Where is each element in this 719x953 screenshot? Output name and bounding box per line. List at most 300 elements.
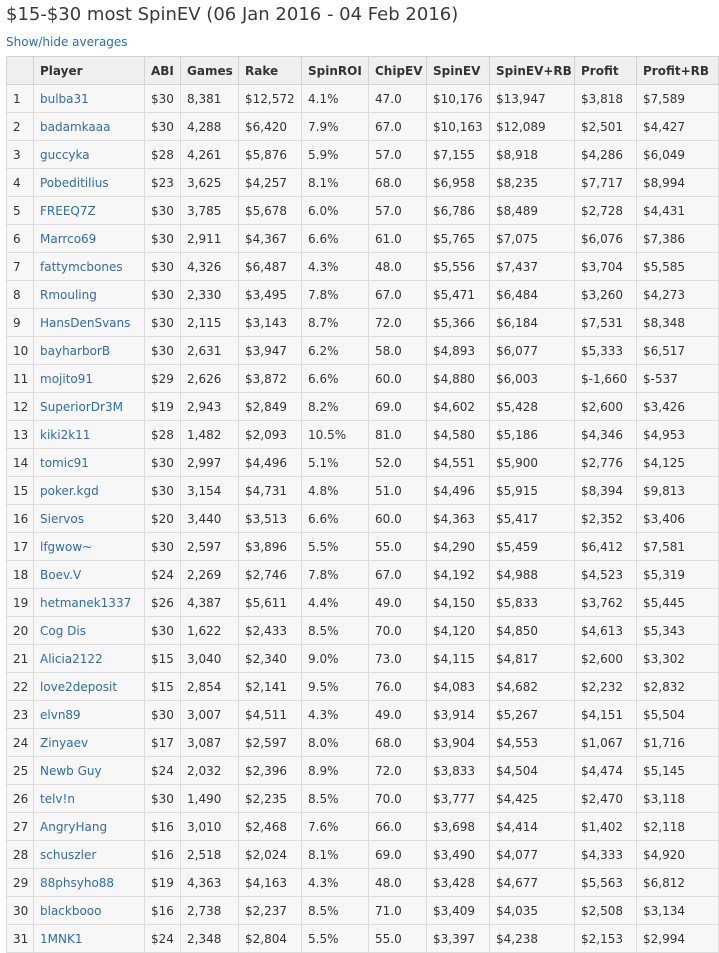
- abi-cell: $24: [145, 757, 181, 785]
- spin-ev-rb-cell: $5,186: [490, 421, 575, 449]
- rank-cell: 12: [7, 393, 34, 421]
- spin-ev-cell: $4,120: [427, 617, 490, 645]
- spin-roi-cell: 8.5%: [302, 617, 369, 645]
- profit-rb-cell: $6,517: [637, 337, 719, 365]
- player-link[interactable]: Siervos: [40, 511, 84, 526]
- chip-ev-cell: 55.0: [369, 925, 427, 953]
- player-cell: [34, 421, 145, 449]
- spin-roi-cell: 8.1%: [302, 169, 369, 197]
- player-link[interactable]: SuperiorDr3M: [40, 399, 123, 414]
- spin-ev-cell: $4,496: [427, 477, 490, 505]
- player-cell: [34, 813, 145, 841]
- abi-cell: $30: [145, 701, 181, 729]
- spin-ev-rb-cell: $4,682: [490, 673, 575, 701]
- profit-cell: $4,346: [575, 421, 637, 449]
- rake-cell: $2,141: [239, 673, 302, 701]
- player-link[interactable]: love2deposit: [40, 679, 118, 694]
- profit-cell: $6,412: [575, 533, 637, 561]
- player-cell: [34, 85, 145, 113]
- games-cell: 4,326: [181, 253, 239, 281]
- games-cell: 2,597: [181, 533, 239, 561]
- chip-ev-cell: 52.0: [369, 449, 427, 477]
- chip-ev-cell: 66.0: [369, 813, 427, 841]
- chip-ev-cell: 73.0: [369, 645, 427, 673]
- profit-cell: $4,474: [575, 757, 637, 785]
- player-cell: [34, 113, 145, 141]
- spin-ev-rb-cell: $13,947: [490, 85, 575, 113]
- player-cell: [34, 141, 145, 169]
- games-cell: 3,625: [181, 169, 239, 197]
- chip-ev-cell: 57.0: [369, 197, 427, 225]
- abi-cell: $23: [145, 169, 181, 197]
- column-header-profit[interactable]: Profit: [575, 57, 637, 85]
- player-link[interactable]: FREEQ7Z: [40, 203, 96, 218]
- profit-cell: $2,728: [575, 197, 637, 225]
- rake-cell: $2,746: [239, 561, 302, 589]
- table-row: [7, 477, 719, 505]
- spin-ev-cell: $3,904: [427, 729, 490, 757]
- table-row: [7, 421, 719, 449]
- player-link[interactable]: Alicia2122: [40, 651, 103, 666]
- spin-roi-cell: 6.6%: [302, 365, 369, 393]
- abi-cell: $30: [145, 617, 181, 645]
- spin-ev-cell: $5,765: [427, 225, 490, 253]
- spin-roi-cell: 8.0%: [302, 729, 369, 757]
- table-body: [7, 85, 719, 953]
- abi-cell: $30: [145, 197, 181, 225]
- games-cell: 3,087: [181, 729, 239, 757]
- rank-cell: 19: [7, 589, 34, 617]
- table-row: [7, 897, 719, 925]
- profit-rb-cell: $8,348: [637, 309, 719, 337]
- table-row: [7, 673, 719, 701]
- table-row: [7, 813, 719, 841]
- rake-cell: $2,340: [239, 645, 302, 673]
- rank-cell: 28: [7, 841, 34, 869]
- abi-cell: $15: [145, 673, 181, 701]
- rank-cell: 25: [7, 757, 34, 785]
- spin-roi-cell: 8.5%: [302, 897, 369, 925]
- spin-roi-cell: 5.1%: [302, 449, 369, 477]
- profit-cell: $7,717: [575, 169, 637, 197]
- profit-rb-cell: $3,426: [637, 393, 719, 421]
- table-row: [7, 449, 719, 477]
- profit-rb-cell: $7,386: [637, 225, 719, 253]
- abi-cell: $30: [145, 253, 181, 281]
- spin-ev-cell: $6,958: [427, 169, 490, 197]
- player-link[interactable]: Rmouling: [40, 287, 97, 302]
- spin-roi-cell: 6.0%: [302, 197, 369, 225]
- player-link[interactable]: bayharborB: [40, 343, 111, 358]
- rake-cell: $2,597: [239, 729, 302, 757]
- spin-roi-cell: 7.8%: [302, 561, 369, 589]
- player-link[interactable]: 88phsyho88: [40, 875, 115, 890]
- abi-cell: $17: [145, 729, 181, 757]
- spin-ev-cell: $4,363: [427, 505, 490, 533]
- spin-roi-cell: 7.8%: [302, 281, 369, 309]
- spin-roi-cell: 5.9%: [302, 141, 369, 169]
- spin-roi-cell: 8.7%: [302, 309, 369, 337]
- chip-ev-cell: 51.0: [369, 477, 427, 505]
- abi-cell: $19: [145, 869, 181, 897]
- chip-ev-cell: 81.0: [369, 421, 427, 449]
- rake-cell: $4,257: [239, 169, 302, 197]
- spin-ev-cell: $4,551: [427, 449, 490, 477]
- spin-roi-cell: 6.6%: [302, 225, 369, 253]
- table-row: [7, 169, 719, 197]
- spin-roi-cell: 6.2%: [302, 337, 369, 365]
- rank-cell: 24: [7, 729, 34, 757]
- games-cell: 2,032: [181, 757, 239, 785]
- spin-ev-rb-cell: $5,267: [490, 701, 575, 729]
- spin-roi-cell: 8.1%: [302, 841, 369, 869]
- profit-cell: $2,776: [575, 449, 637, 477]
- column-header-spin-ev[interactable]: SpinEV: [427, 57, 490, 85]
- profit-cell: $3,762: [575, 589, 637, 617]
- player-link[interactable]: AngryHang: [40, 819, 108, 834]
- player-cell: [34, 841, 145, 869]
- player-link[interactable]: Newb Guy: [40, 763, 102, 778]
- player-link[interactable]: fattymcbones: [40, 259, 123, 274]
- chip-ev-cell: 76.0: [369, 673, 427, 701]
- spin-ev-cell: $4,083: [427, 673, 490, 701]
- spin-ev-rb-cell: $4,035: [490, 897, 575, 925]
- profit-rb-cell: $4,273: [637, 281, 719, 309]
- rank-cell: 29: [7, 869, 34, 897]
- player-link[interactable]: elvn89: [40, 707, 81, 722]
- spin-ev-cell: $3,428: [427, 869, 490, 897]
- spin-ev-rb-cell: $8,918: [490, 141, 575, 169]
- games-cell: 8,381: [181, 85, 239, 113]
- player-cell: [34, 253, 145, 281]
- column-header-chip-ev[interactable]: ChipEV: [369, 57, 427, 85]
- player-link[interactable]: telv!n: [40, 791, 75, 806]
- rake-cell: $3,495: [239, 281, 302, 309]
- abi-cell: $28: [145, 141, 181, 169]
- column-header-player[interactable]: Player: [34, 57, 145, 85]
- table-row: [7, 141, 719, 169]
- rake-cell: $6,487: [239, 253, 302, 281]
- spin-ev-rb-cell: $5,428: [490, 393, 575, 421]
- stats-table-container: [6, 56, 710, 948]
- games-cell: 4,261: [181, 141, 239, 169]
- rank-cell: 6: [7, 225, 34, 253]
- rake-cell: $2,396: [239, 757, 302, 785]
- abi-cell: $16: [145, 841, 181, 869]
- chip-ev-cell: 68.0: [369, 729, 427, 757]
- games-cell: 3,154: [181, 477, 239, 505]
- chip-ev-cell: 58.0: [369, 337, 427, 365]
- table-row: [7, 729, 719, 757]
- rank-cell: 3: [7, 141, 34, 169]
- spin-ev-cell: $3,914: [427, 701, 490, 729]
- rake-cell: $4,367: [239, 225, 302, 253]
- chip-ev-cell: 55.0: [369, 533, 427, 561]
- column-header-spin-ev-rb[interactable]: SpinEV+RB: [490, 57, 575, 85]
- abi-cell: $26: [145, 589, 181, 617]
- spin-ev-rb-cell: $8,235: [490, 169, 575, 197]
- page-title: $15-$30 most SpinEV (06 Jan 2016 - 04 Feb 2016): [6, 4, 459, 25]
- profit-rb-cell: $3,134: [637, 897, 719, 925]
- profit-cell: $4,523: [575, 561, 637, 589]
- spin-ev-rb-cell: $8,489: [490, 197, 575, 225]
- spin-ev-rb-cell: $4,504: [490, 757, 575, 785]
- chip-ev-cell: 60.0: [369, 365, 427, 393]
- table-row: [7, 785, 719, 813]
- spin-roi-cell: 4.3%: [302, 253, 369, 281]
- player-link[interactable]: blackbooo: [40, 903, 102, 918]
- abi-cell: $30: [145, 449, 181, 477]
- profit-rb-cell: $-537: [637, 365, 719, 393]
- abi-cell: $30: [145, 225, 181, 253]
- rake-cell: $2,024: [239, 841, 302, 869]
- rake-cell: $3,947: [239, 337, 302, 365]
- player-cell: [34, 617, 145, 645]
- profit-cell: $5,333: [575, 337, 637, 365]
- spin-ev-rb-cell: $4,077: [490, 841, 575, 869]
- rake-cell: $4,731: [239, 477, 302, 505]
- rank-cell: 10: [7, 337, 34, 365]
- abi-cell: $30: [145, 309, 181, 337]
- profit-rb-cell: $7,589: [637, 85, 719, 113]
- table-row: [7, 617, 719, 645]
- spin-ev-rb-cell: $12,089: [490, 113, 575, 141]
- spin-ev-cell: $5,556: [427, 253, 490, 281]
- player-link[interactable]: Marrco69: [40, 231, 97, 246]
- spin-ev-rb-cell: $5,900: [490, 449, 575, 477]
- abi-cell: $16: [145, 813, 181, 841]
- rank-cell: 21: [7, 645, 34, 673]
- spin-ev-cell: $4,602: [427, 393, 490, 421]
- chip-ev-cell: 49.0: [369, 701, 427, 729]
- player-cell: [34, 589, 145, 617]
- rank-cell: 11: [7, 365, 34, 393]
- profit-rb-cell: $9,813: [637, 477, 719, 505]
- profit-cell: $8,394: [575, 477, 637, 505]
- rake-cell: $5,876: [239, 141, 302, 169]
- table-row: [7, 253, 719, 281]
- spin-ev-cell: $6,786: [427, 197, 490, 225]
- profit-rb-cell: $3,118: [637, 785, 719, 813]
- profit-rb-cell: $5,585: [637, 253, 719, 281]
- rake-cell: $2,433: [239, 617, 302, 645]
- player-cell: [34, 925, 145, 953]
- chip-ev-cell: 68.0: [369, 169, 427, 197]
- player-link[interactable]: poker.kgd: [40, 483, 99, 498]
- player-link[interactable]: Pobeditilius: [40, 175, 109, 190]
- spin-ev-cell: $3,833: [427, 757, 490, 785]
- player-link[interactable]: guccyka: [40, 147, 90, 162]
- table-row: [7, 281, 719, 309]
- spin-ev-cell: $10,163: [427, 113, 490, 141]
- player-cell: [34, 729, 145, 757]
- abi-cell: $28: [145, 421, 181, 449]
- spin-ev-rb-cell: $4,677: [490, 869, 575, 897]
- spin-ev-cell: $3,490: [427, 841, 490, 869]
- spin-ev-rb-cell: $6,484: [490, 281, 575, 309]
- chip-ev-cell: 67.0: [369, 113, 427, 141]
- profit-cell: $3,818: [575, 85, 637, 113]
- spin-roi-cell: 9.5%: [302, 673, 369, 701]
- profit-rb-cell: $4,431: [637, 197, 719, 225]
- table-row: [7, 533, 719, 561]
- chip-ev-cell: 49.0: [369, 589, 427, 617]
- column-header-games[interactable]: Games: [181, 57, 239, 85]
- chip-ev-cell: 48.0: [369, 869, 427, 897]
- table-row: [7, 701, 719, 729]
- player-cell: [34, 197, 145, 225]
- player-link[interactable]: hetmanek1337: [40, 595, 132, 610]
- spin-roi-cell: 8.5%: [302, 785, 369, 813]
- player-cell: [34, 561, 145, 589]
- column-header-rake[interactable]: Rake: [239, 57, 302, 85]
- profit-cell: $-1,660: [575, 365, 637, 393]
- player-cell: [34, 645, 145, 673]
- abi-cell: $15: [145, 645, 181, 673]
- profit-cell: $2,153: [575, 925, 637, 953]
- player-cell: [34, 505, 145, 533]
- rank-cell: 31: [7, 925, 34, 953]
- spin-ev-rb-cell: $7,437: [490, 253, 575, 281]
- player-link[interactable]: kiki2k11: [40, 427, 91, 442]
- profit-cell: $1,067: [575, 729, 637, 757]
- spin-roi-cell: 9.0%: [302, 645, 369, 673]
- profit-cell: $4,151: [575, 701, 637, 729]
- games-cell: 1,482: [181, 421, 239, 449]
- player-link[interactable]: HansDenSvans: [40, 315, 131, 330]
- abi-cell: $29: [145, 365, 181, 393]
- table-row: [7, 757, 719, 785]
- rank-cell: 13: [7, 421, 34, 449]
- player-cell: [34, 673, 145, 701]
- rank-cell: 20: [7, 617, 34, 645]
- profit-cell: $7,531: [575, 309, 637, 337]
- column-header-profit-rb[interactable]: Profit+RB: [637, 57, 719, 85]
- player-link[interactable]: tomic91: [40, 455, 89, 470]
- player-cell: [34, 533, 145, 561]
- chip-ev-cell: 71.0: [369, 897, 427, 925]
- profit-rb-cell: $6,812: [637, 869, 719, 897]
- abi-cell: $24: [145, 925, 181, 953]
- profit-cell: $2,501: [575, 113, 637, 141]
- chip-ev-cell: 69.0: [369, 841, 427, 869]
- rake-cell: $4,163: [239, 869, 302, 897]
- profit-rb-cell: $5,145: [637, 757, 719, 785]
- spin-roi-cell: 6.6%: [302, 505, 369, 533]
- player-link[interactable]: lfgwow~: [40, 539, 93, 554]
- player-link[interactable]: 1MNK1: [40, 931, 83, 946]
- show-hide-averages-link[interactable]: Show/hide averages: [6, 35, 128, 49]
- table-row: [7, 505, 719, 533]
- rake-cell: $2,235: [239, 785, 302, 813]
- spin-roi-cell: 8.9%: [302, 757, 369, 785]
- rake-cell: $2,237: [239, 897, 302, 925]
- player-cell: [34, 393, 145, 421]
- column-header-abi[interactable]: ABI: [145, 57, 181, 85]
- rank-cell: 15: [7, 477, 34, 505]
- profit-rb-cell: $2,832: [637, 673, 719, 701]
- spin-ev-rb-cell: $4,238: [490, 925, 575, 953]
- profit-cell: $4,333: [575, 841, 637, 869]
- profit-rb-cell: $5,504: [637, 701, 719, 729]
- spin-roi-cell: 4.1%: [302, 85, 369, 113]
- spin-roi-cell: 5.5%: [302, 925, 369, 953]
- profit-rb-cell: $4,920: [637, 841, 719, 869]
- chip-ev-cell: 67.0: [369, 561, 427, 589]
- player-link[interactable]: Zinyaev: [40, 735, 89, 750]
- profit-cell: $4,286: [575, 141, 637, 169]
- chip-ev-cell: 48.0: [369, 253, 427, 281]
- abi-cell: $16: [145, 897, 181, 925]
- spin-roi-cell: 8.2%: [302, 393, 369, 421]
- profit-cell: $2,508: [575, 897, 637, 925]
- rake-cell: $2,849: [239, 393, 302, 421]
- rake-cell: $3,143: [239, 309, 302, 337]
- profit-cell: $2,470: [575, 785, 637, 813]
- player-link[interactable]: Boev.V: [40, 567, 82, 582]
- rake-cell: $2,804: [239, 925, 302, 953]
- chip-ev-cell: 60.0: [369, 505, 427, 533]
- rank-cell: 16: [7, 505, 34, 533]
- games-cell: 2,854: [181, 673, 239, 701]
- player-link[interactable]: bulba31: [40, 91, 89, 106]
- rank-cell: 30: [7, 897, 34, 925]
- spin-ev-rb-cell: $5,833: [490, 589, 575, 617]
- spin-ev-cell: $3,777: [427, 785, 490, 813]
- rake-cell: $4,496: [239, 449, 302, 477]
- chip-ev-cell: 69.0: [369, 393, 427, 421]
- player-link[interactable]: schuszler: [40, 847, 97, 862]
- player-cell: [34, 869, 145, 897]
- rake-cell: $2,468: [239, 813, 302, 841]
- spin-ev-cell: $4,580: [427, 421, 490, 449]
- rank-cell: 17: [7, 533, 34, 561]
- profit-rb-cell: $3,302: [637, 645, 719, 673]
- rake-cell: $2,093: [239, 421, 302, 449]
- abi-cell: $30: [145, 113, 181, 141]
- player-cell: [34, 225, 145, 253]
- games-cell: 4,288: [181, 113, 239, 141]
- spin-roi-cell: 4.3%: [302, 701, 369, 729]
- profit-cell: $2,232: [575, 673, 637, 701]
- rank-cell: 2: [7, 113, 34, 141]
- abi-cell: $30: [145, 281, 181, 309]
- spin-ev-cell: $4,150: [427, 589, 490, 617]
- profit-cell: $4,613: [575, 617, 637, 645]
- profit-rb-cell: $6,049: [637, 141, 719, 169]
- spin-ev-cell: $5,471: [427, 281, 490, 309]
- spin-ev-rb-cell: $5,915: [490, 477, 575, 505]
- player-cell: [34, 309, 145, 337]
- profit-rb-cell: $4,125: [637, 449, 719, 477]
- spin-ev-cell: $10,176: [427, 85, 490, 113]
- column-header-spin-roi[interactable]: SpinROI: [302, 57, 369, 85]
- games-cell: 2,911: [181, 225, 239, 253]
- abi-cell: $30: [145, 337, 181, 365]
- spin-ev-cell: $4,893: [427, 337, 490, 365]
- profit-cell: $2,600: [575, 393, 637, 421]
- spin-ev-cell: $4,290: [427, 533, 490, 561]
- rake-cell: $3,513: [239, 505, 302, 533]
- player-link[interactable]: badamkaaa: [40, 119, 111, 134]
- chip-ev-cell: 70.0: [369, 617, 427, 645]
- spin-ev-cell: $4,880: [427, 365, 490, 393]
- player-link[interactable]: mojito91: [40, 371, 94, 386]
- player-link[interactable]: Cog Dis: [40, 623, 86, 638]
- chip-ev-cell: 47.0: [369, 85, 427, 113]
- games-cell: 2,518: [181, 841, 239, 869]
- spin-roi-cell: 10.5%: [302, 421, 369, 449]
